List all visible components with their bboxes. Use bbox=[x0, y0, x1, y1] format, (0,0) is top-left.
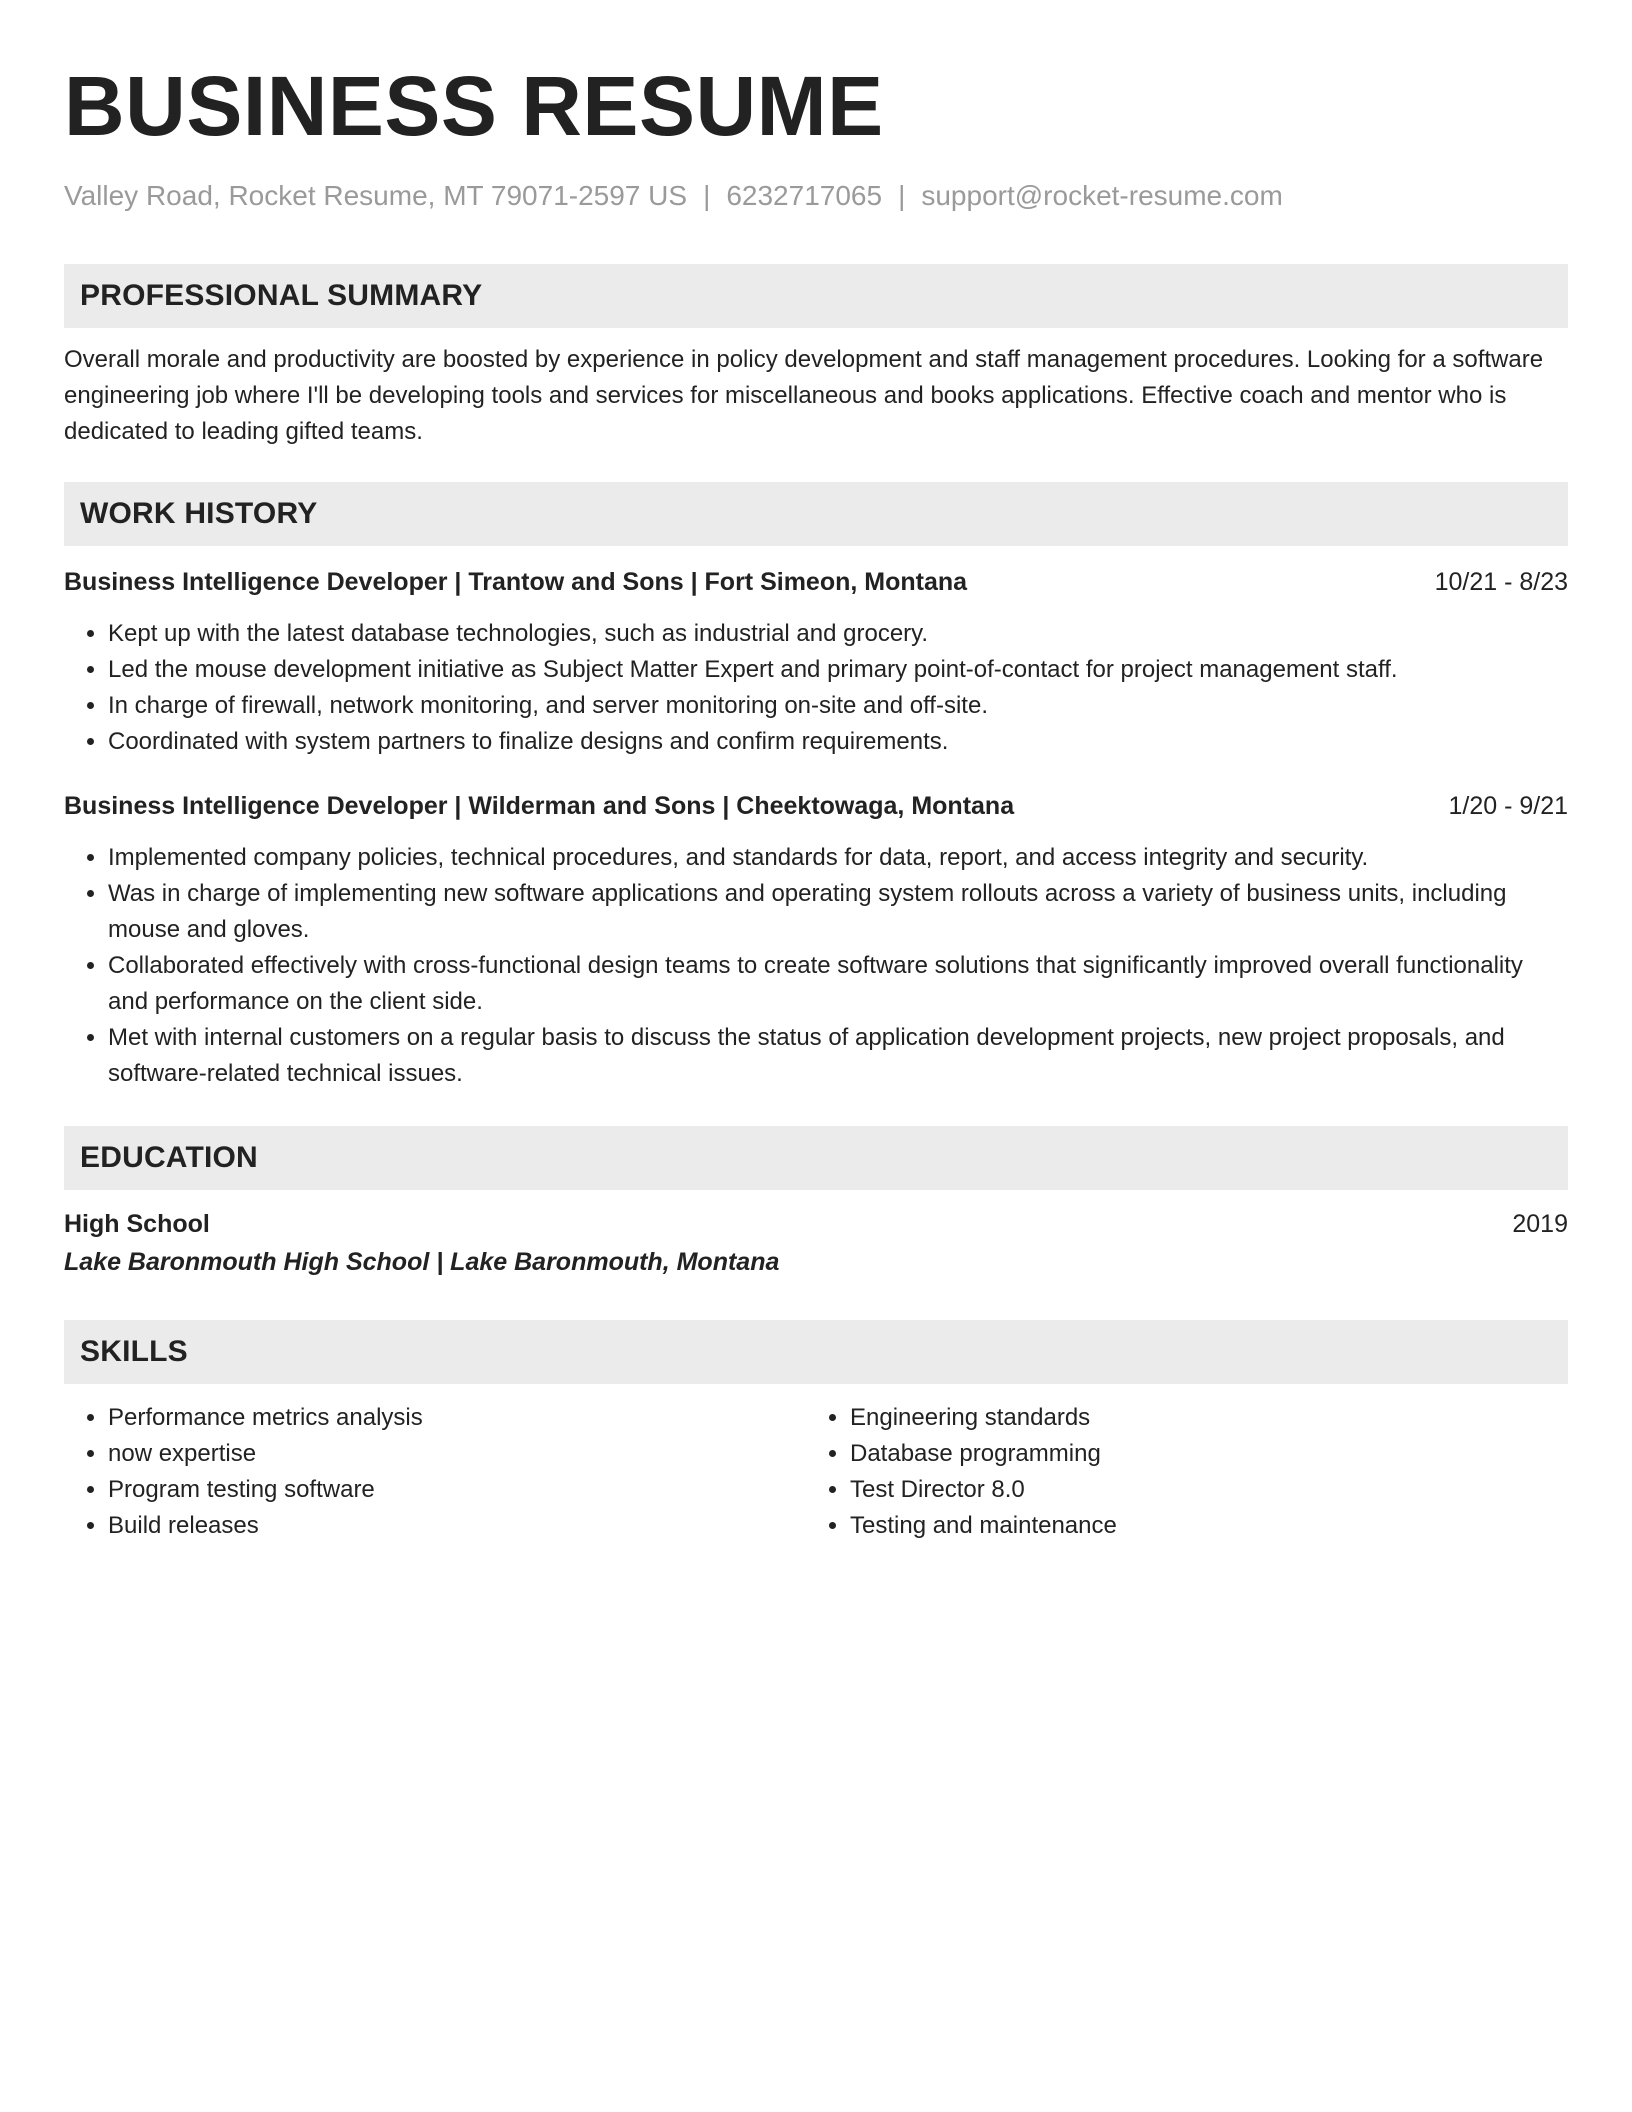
skill-item: • Engineering standards bbox=[850, 1400, 1548, 1436]
job-bullet: • Led the mouse development initiative as Subject Matter Expert and primary point-of-contact for project management staff. bbox=[108, 652, 1568, 688]
contact-email: support@rocket-resume.com bbox=[921, 180, 1283, 211]
contact-phone: 6232717065 bbox=[726, 180, 883, 211]
section-header-work-history: WORK HISTORY bbox=[64, 482, 1568, 546]
skill-item: • Database programming bbox=[850, 1436, 1548, 1472]
contact-line bbox=[64, 178, 1568, 214]
skill-item: • Test Director 8.0 bbox=[850, 1472, 1548, 1508]
summary-text: Overall morale and productivity are boosted by experience in policy development and staff management procedures. Looking for a software engineering job where I'll be developing tools and services for miscellaneous and books applications. Effective coach and mentor who is dedicated to leading gifted teams. bbox=[64, 346, 1544, 445]
education-entry bbox=[64, 1206, 1568, 1282]
job-dates: 10/21 - 8/23 bbox=[1434, 568, 1568, 596]
job-entry bbox=[64, 788, 1568, 1092]
job-bullet: • Kept up with the latest database technologies, such as industrial and grocery. bbox=[108, 616, 1568, 652]
education-degree: High School bbox=[64, 1210, 210, 1238]
job-bullet: • Coordinated with system partners to finalize designs and confirm requirements. bbox=[108, 724, 1568, 760]
resume-page bbox=[64, 56, 1568, 1544]
skills-columns bbox=[64, 1400, 1568, 1544]
section-header-skills: SKILLS bbox=[64, 1320, 1568, 1384]
job-entry bbox=[64, 564, 1568, 760]
contact-address: Valley Road, Rocket Resume, MT 79071-2597 US bbox=[64, 180, 688, 211]
job-bullets bbox=[64, 840, 1568, 1092]
skills-list-right bbox=[806, 1400, 1548, 1544]
job-title: Business Intelligence Developer | Wilderman and Sons | Cheektowaga, Montana bbox=[64, 792, 1015, 820]
contact-separator: | bbox=[703, 180, 711, 211]
job-dates: 1/20 - 9/21 bbox=[1448, 792, 1568, 820]
skill-item: • now expertise bbox=[108, 1436, 806, 1472]
job-bullet: • Collaborated effectively with cross-functional design teams to create software solutions that significantly improved overall functionality and performance on the client side. bbox=[108, 948, 1568, 1020]
job-bullet: • Was in charge of implementing new software applications and operating system rollouts across a variety of business units, including mouse and gloves. bbox=[108, 876, 1568, 948]
job-bullet: • Implemented company policies, technical procedures, and standards for data, report, and access integrity and security. bbox=[108, 840, 1568, 876]
education-header bbox=[64, 1206, 1568, 1242]
skill-item: • Performance metrics analysis bbox=[108, 1400, 806, 1436]
skill-item: • Testing and maintenance bbox=[850, 1508, 1548, 1544]
skills-list-left bbox=[64, 1400, 806, 1544]
job-title: Business Intelligence Developer | Trantow and Sons | Fort Simeon, Montana bbox=[64, 568, 968, 596]
skill-item: • Program testing software bbox=[108, 1472, 806, 1508]
resume-name: BUSINESS RESUME bbox=[64, 59, 884, 153]
education-school: Lake Baronmouth High School | Lake Baronmouth, Montana bbox=[64, 1248, 780, 1276]
skill-item: • Build releases bbox=[108, 1508, 806, 1544]
job-bullets bbox=[64, 616, 1568, 760]
job-header bbox=[64, 788, 1568, 824]
education-year: 2019 bbox=[1512, 1210, 1568, 1238]
job-bullet: • In charge of firewall, network monitoring, and server monitoring on-site and off-site. bbox=[108, 688, 1568, 724]
job-bullet: • Met with internal customers on a regular basis to discuss the status of application development projects, new project proposals, and software-related technical issues. bbox=[108, 1020, 1568, 1092]
section-header-summary: PROFESSIONAL SUMMARY bbox=[64, 264, 1568, 328]
section-header-education: EDUCATION bbox=[64, 1126, 1568, 1190]
contact-separator: | bbox=[898, 180, 906, 211]
job-header bbox=[64, 564, 1568, 600]
